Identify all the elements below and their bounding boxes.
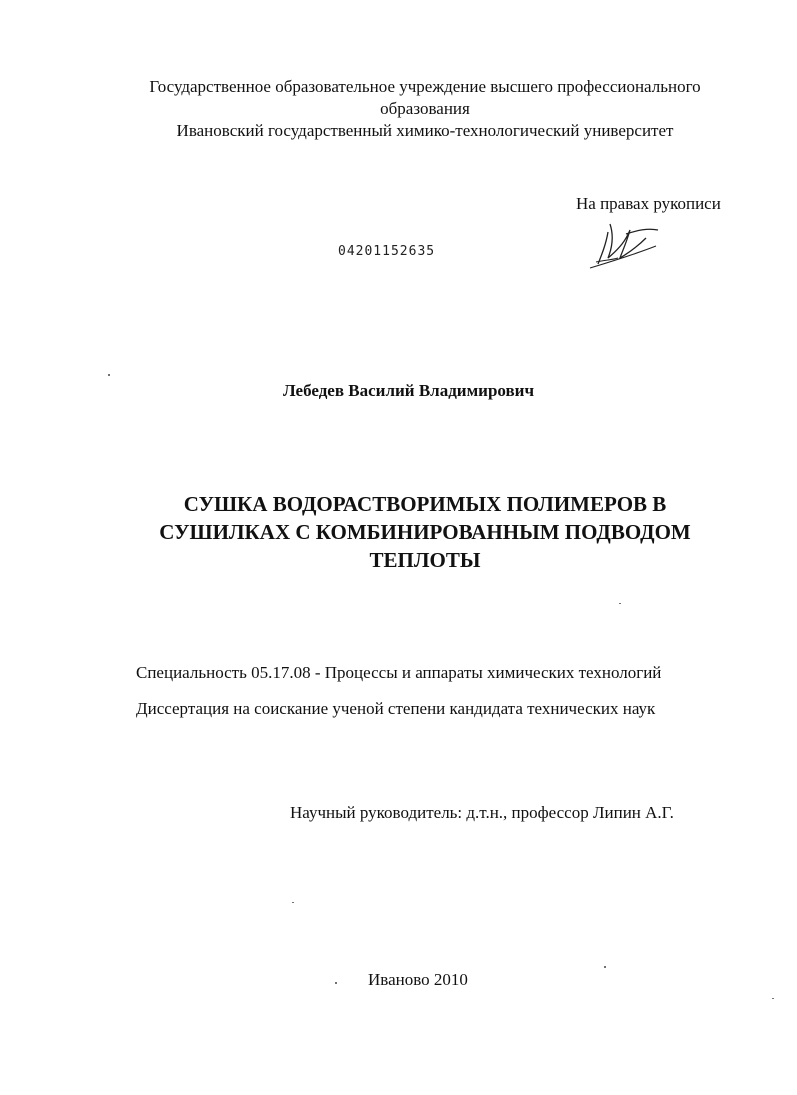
institution-line-2: образования [380,99,470,118]
catalog-number: 04201152635 [338,244,436,259]
manuscript-rights: На правах рукописи [576,194,721,213]
author-name: Лебедев Василий Владимирович [283,381,535,400]
title-line-3: ТЕПЛОТЫ [369,548,481,572]
specialty: Специальность 05.17.08 - Процессы и аппараты химических технологий [136,663,662,682]
institution-line-1: Государственное образовательное учреждение высшего профессионального [149,77,701,96]
institution-header [0,76,797,142]
scan-speck [335,982,337,984]
dissertation-title [0,490,797,574]
signature [586,218,666,270]
title-line-2: СУШИЛКАХ С КОМБИНИРОВАННЫМ ПОДВОДОМ [159,520,691,544]
title-line-1: СУШКА ВОДОРАСТВОРИМЫХ ПОЛИМЕРОВ В [183,492,667,516]
scan-speck [604,966,606,968]
scan-speck [772,998,774,999]
institution-line-3: Ивановский государственный химико-технологический университет [176,121,674,140]
scientific-supervisor: Научный руководитель: д.т.н., профессор Липин А.Г. [290,803,674,822]
scan-speck [292,902,294,903]
scan-speck [108,374,110,376]
city-year: Иваново 2010 [368,970,468,989]
scan-speck [619,603,621,604]
degree-statement: Диссертация на соискание ученой степени кандидата технических наук [136,699,656,718]
